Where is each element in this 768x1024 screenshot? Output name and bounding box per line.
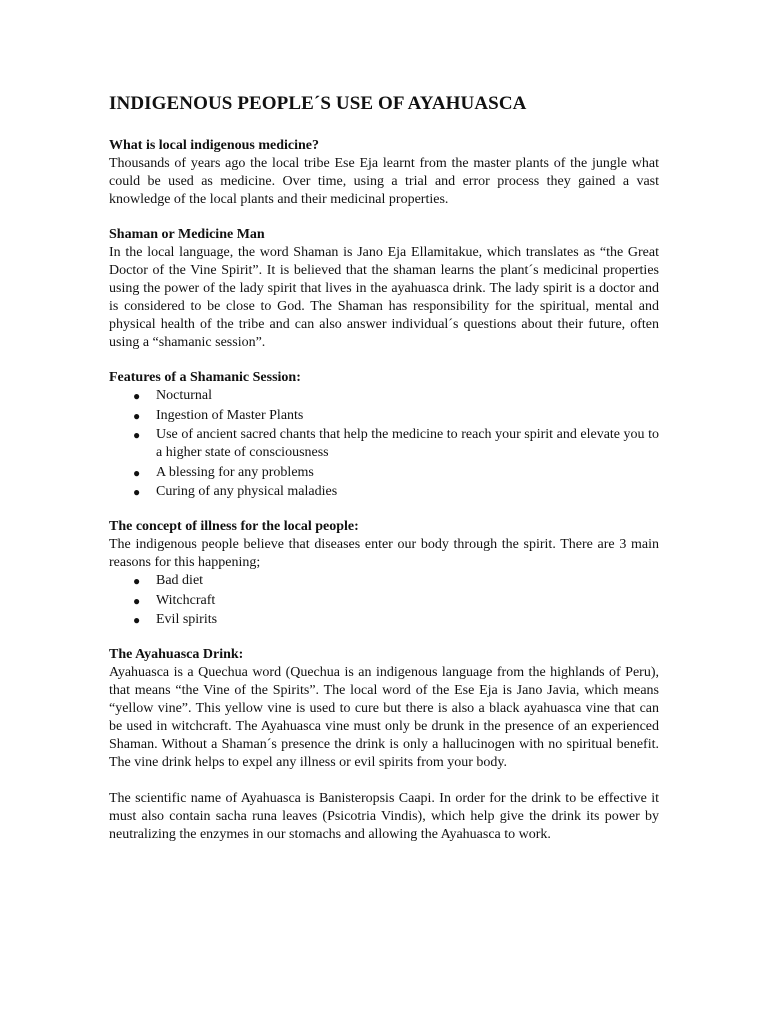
document-title: INDIGENOUS PEOPLE´S USE OF AYAHUASCA bbox=[109, 93, 527, 114]
list-item-text: A blessing for any problems bbox=[156, 464, 314, 480]
bullet-icon: ● bbox=[133, 408, 141, 423]
section-heading: The Ayahuasca Drink: bbox=[109, 647, 244, 662]
section-paragraph: In the local language, the word Shaman is Jano Eja Ellamitakue, which translates as “the Great Doctor of the Vine Spirit”. It is believed that the shaman learns the plant´s medicinal properties using the power of the lady spirit that lives in the ayahuasca drink. The lady spirit is a doctor and is considered to be close to God. The Shaman has responsibility for the spiritual, mental and physical health of the tribe and can also answer individual´s questions about their future, often using a “shamanic session”. bbox=[109, 245, 659, 350]
section-illness bbox=[109, 518, 659, 629]
bullet-icon: ● bbox=[133, 465, 141, 480]
list-item bbox=[133, 426, 659, 462]
list-item bbox=[133, 483, 659, 501]
list-item bbox=[133, 387, 659, 405]
list-item bbox=[133, 572, 659, 590]
section-paragraph: Ayahuasca is a Quechua word (Quechua is an indigenous language from the highlands of Peru), that means “the Vine of the Spirits”. The local word of the Ese Eja is Jano Javia, which means “yellow vine”. This yellow vine is used to cure but there is also a black ayahuasca vine that can be used in witchcraft. The Ayahuasca vine must only be drunk in the presence of an experienced Shaman. Without a Shaman´s presence the drink is only a hallucinogen with no spiritual benefit. The vine drink helps to expel any illness or evil spirits from your body. bbox=[109, 665, 659, 770]
list-item-text: Ingestion of Master Plants bbox=[156, 407, 304, 423]
list-item-text: Curing of any physical maladies bbox=[156, 484, 338, 499]
list-item-text: Nocturnal bbox=[156, 388, 212, 403]
bullet-list bbox=[109, 572, 659, 629]
bullet-icon: ● bbox=[133, 389, 141, 403]
list-item-text: Witchcraft bbox=[156, 592, 216, 608]
bullet-icon: ● bbox=[133, 593, 141, 608]
section-heading: Features of a Shamanic Session: bbox=[109, 370, 301, 385]
list-item-text: Evil spirits bbox=[156, 612, 218, 627]
list-item bbox=[133, 611, 659, 629]
section-heading: The concept of illness for the local people: bbox=[109, 519, 359, 534]
section-paragraph: Thousands of years ago the local tribe Ese Eja learnt from the master plants of the jungle what could be used as medicine. Over time, using a trial and error process they gained a vast knowledge of the local plants and their medicinal properties. bbox=[109, 156, 659, 207]
section-local-medicine bbox=[109, 137, 659, 209]
section-heading: Shaman or Medicine Man bbox=[109, 227, 265, 242]
section-heading: What is local indigenous medicine? bbox=[109, 138, 320, 153]
list-item bbox=[133, 592, 659, 610]
bullet-list bbox=[109, 387, 659, 501]
bullet-icon: ● bbox=[133, 485, 141, 499]
list-item-text: Bad diet bbox=[156, 573, 204, 588]
section-paragraph: The indigenous people believe that diseases enter our body through the spirit. There are 3 main reasons for this happening; bbox=[109, 537, 659, 570]
list-item bbox=[133, 407, 659, 425]
bullet-icon: ● bbox=[133, 613, 141, 627]
list-item-text: Use of ancient sacred chants that help the medicine to reach your spirit and elevate you to a higher state of consciousness bbox=[156, 427, 659, 460]
bullet-icon: ● bbox=[133, 574, 141, 588]
document-page bbox=[109, 92, 659, 861]
bullet-icon: ● bbox=[133, 428, 141, 442]
list-item bbox=[133, 464, 659, 482]
section-drink bbox=[109, 646, 659, 844]
section-features bbox=[109, 369, 659, 501]
section-shaman bbox=[109, 226, 659, 352]
section-paragraph: The scientific name of Ayahuasca is Banisteropsis Caapi. In order for the drink to be effective it must also contain sacha runa leaves (Psicotria Vindis), which help give the drink its power by neutralizing the enzymes in our stomachs and allowing the Ayahuasca to work. bbox=[109, 791, 659, 842]
